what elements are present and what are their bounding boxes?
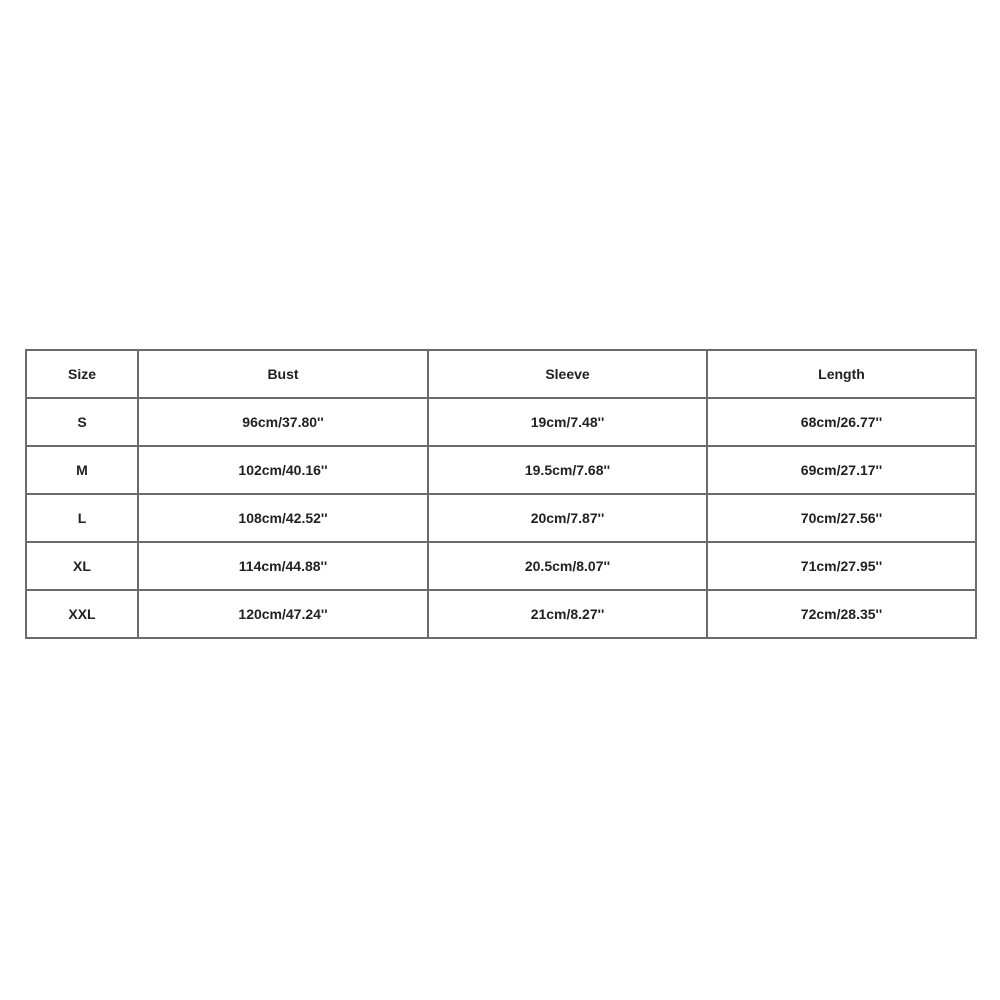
length-cell: 71cm/27.95'' [707, 542, 976, 590]
bust-cell: 96cm/37.80'' [138, 398, 428, 446]
size-cell: L [26, 494, 138, 542]
bust-cell: 114cm/44.88'' [138, 542, 428, 590]
sleeve-cell: 21cm/8.27'' [428, 590, 707, 638]
sleeve-cell: 20cm/7.87'' [428, 494, 707, 542]
table-row [26, 590, 976, 638]
size-cell: S [26, 398, 138, 446]
length-cell: 70cm/27.56'' [707, 494, 976, 542]
size-cell: XXL [26, 590, 138, 638]
length-cell: 72cm/28.35'' [707, 590, 976, 638]
table-row [26, 446, 976, 494]
bust-cell: 102cm/40.16'' [138, 446, 428, 494]
table-header-row [26, 350, 976, 398]
length-cell: 69cm/27.17'' [707, 446, 976, 494]
bust-cell: 108cm/42.52'' [138, 494, 428, 542]
length-cell: 68cm/26.77'' [707, 398, 976, 446]
table-row [26, 542, 976, 590]
table-row [26, 398, 976, 446]
sleeve-cell: 19.5cm/7.68'' [428, 446, 707, 494]
bust-cell: 120cm/47.24'' [138, 590, 428, 638]
size-cell: XL [26, 542, 138, 590]
header-size: Size [26, 350, 138, 398]
header-sleeve: Sleeve [428, 350, 707, 398]
size-chart-table [25, 349, 977, 639]
header-bust: Bust [138, 350, 428, 398]
sleeve-cell: 19cm/7.48'' [428, 398, 707, 446]
size-cell: M [26, 446, 138, 494]
table-row [26, 494, 976, 542]
header-length: Length [707, 350, 976, 398]
sleeve-cell: 20.5cm/8.07'' [428, 542, 707, 590]
